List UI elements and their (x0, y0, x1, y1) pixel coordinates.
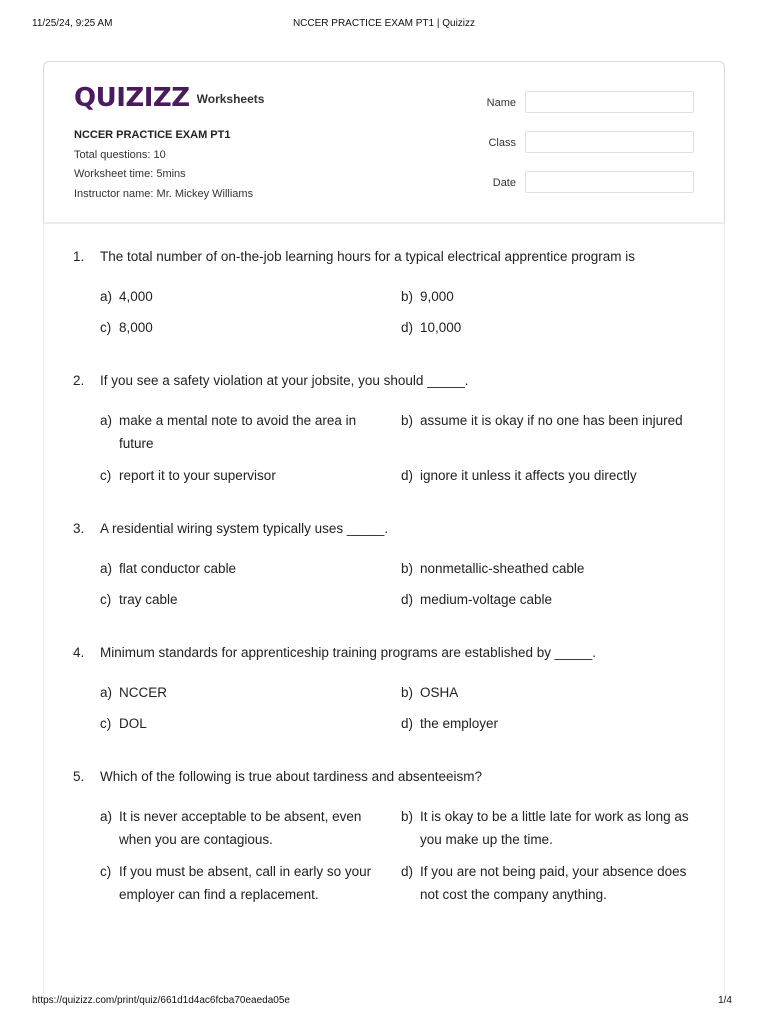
option-d (401, 712, 682, 735)
question-text: Minimum standards for apprenticeship training programs are established by _____. (100, 645, 597, 660)
worksheet-header-card (43, 61, 725, 222)
question-number: 5. (73, 769, 85, 784)
option-a (100, 805, 379, 851)
option-d (401, 316, 682, 339)
option-c (100, 316, 381, 339)
worksheet-time: Worksheet time: 5mins (74, 168, 186, 180)
option-d (401, 464, 720, 487)
option-b (401, 409, 720, 432)
option-letter: a) (100, 685, 113, 700)
option-text: It is okay to be a little late for work as long as you make up the time. (420, 809, 689, 847)
option-b (401, 557, 682, 580)
option-letter: d) (401, 592, 414, 607)
option-letter: b) (401, 561, 414, 576)
page-number: 1/4 (718, 995, 732, 1006)
option-b (401, 805, 705, 851)
print-date: 11/25/24, 9:25 AM (32, 18, 113, 29)
option-text: 10,000 (420, 320, 462, 335)
option-letter: c) (100, 592, 112, 607)
question-number: 4. (73, 645, 85, 660)
option-text: the employer (420, 716, 499, 731)
option-d (401, 860, 705, 906)
header-divider (43, 222, 725, 224)
option-letter: b) (401, 413, 414, 428)
option-letter: b) (401, 685, 414, 700)
exam-meta (74, 126, 253, 204)
name-label: Name (486, 97, 516, 109)
instructor-name: Instructor name: Mr. Mickey Williams (74, 187, 254, 200)
option-c (100, 588, 381, 611)
option-c (100, 712, 381, 735)
total-questions: Total questions: 10 (74, 148, 166, 161)
option-text: 4,000 (119, 289, 153, 304)
option-text: If you are not being paid, your absence does not cost the company anything. (420, 864, 687, 902)
quizizz-logo: QUIZIZZ (74, 83, 190, 113)
option-text: nonmetallic-sheathed cable (420, 561, 585, 576)
option-d (401, 588, 682, 611)
option-letter: d) (401, 864, 414, 879)
print-url[interactable]: https://quizizz.com/print/quiz/661d1d4ac6fcba70eaeda05e (32, 995, 290, 1006)
option-text: 8,000 (119, 320, 153, 335)
option-text: assume it is okay if no one has been injured (420, 413, 683, 428)
option-letter: c) (100, 468, 112, 483)
brand-subtitle: Worksheets (196, 92, 265, 106)
page-border-left (43, 222, 44, 1002)
option-letter: c) (100, 864, 112, 879)
question-number: 3. (73, 521, 85, 536)
option-text: If you must be absent, call in early so your employer can find a replacement. (119, 864, 372, 902)
question-text: Which of the following is true about tardiness and absenteeism? (100, 769, 482, 784)
option-letter: a) (100, 413, 113, 428)
option-text: NCCER (119, 685, 168, 700)
print-title: NCCER PRACTICE EXAM PT1 | Quizizz (292, 18, 476, 29)
option-text: make a mental note to avoid the area in future (119, 413, 357, 451)
option-letter: b) (401, 809, 414, 824)
option-text: ignore it unless it affects you directly (420, 468, 637, 483)
option-letter: b) (401, 289, 414, 304)
option-text: OSHA (420, 685, 459, 700)
name-field[interactable] (525, 91, 694, 113)
question-text: A residential wiring system typically uses _____. (100, 521, 389, 536)
class-label: Class (488, 137, 516, 149)
option-a (100, 557, 381, 580)
option-b (401, 681, 682, 704)
option-text: report it to your supervisor (119, 468, 276, 483)
page-border-right (724, 222, 725, 1002)
option-a (100, 409, 381, 455)
option-letter: d) (401, 468, 414, 483)
option-letter: c) (100, 320, 112, 335)
date-field[interactable] (525, 171, 694, 193)
brand (74, 84, 264, 112)
option-letter: a) (100, 809, 113, 824)
option-b (401, 285, 682, 308)
option-text: flat conductor cable (119, 561, 237, 576)
question-number: 1. (73, 249, 85, 264)
class-field[interactable] (525, 131, 694, 153)
question-number: 2. (73, 373, 85, 388)
option-letter: a) (100, 289, 113, 304)
option-letter: d) (401, 320, 414, 335)
date-label: Date (492, 177, 516, 189)
option-c (100, 464, 381, 487)
print-footer (32, 995, 736, 1009)
question-text: The total number of on-the-job learning hours for a typical electrical apprentice program is (100, 249, 636, 264)
print-header (32, 18, 736, 34)
option-c (100, 860, 381, 906)
option-a (100, 285, 381, 308)
option-a (100, 681, 381, 704)
question-text: If you see a safety violation at your jobsite, you should _____. (100, 373, 469, 388)
option-text: medium-voltage cable (420, 592, 553, 607)
option-text: 9,000 (420, 289, 454, 304)
option-text: DOL (119, 716, 147, 731)
exam-title: NCCER PRACTICE EXAM PT1 (74, 129, 231, 141)
option-letter: c) (100, 716, 112, 731)
option-text: tray cable (119, 592, 178, 607)
option-text: It is never acceptable to be absent, even when you are contagious. (119, 809, 362, 847)
option-letter: d) (401, 716, 414, 731)
option-letter: a) (100, 561, 113, 576)
